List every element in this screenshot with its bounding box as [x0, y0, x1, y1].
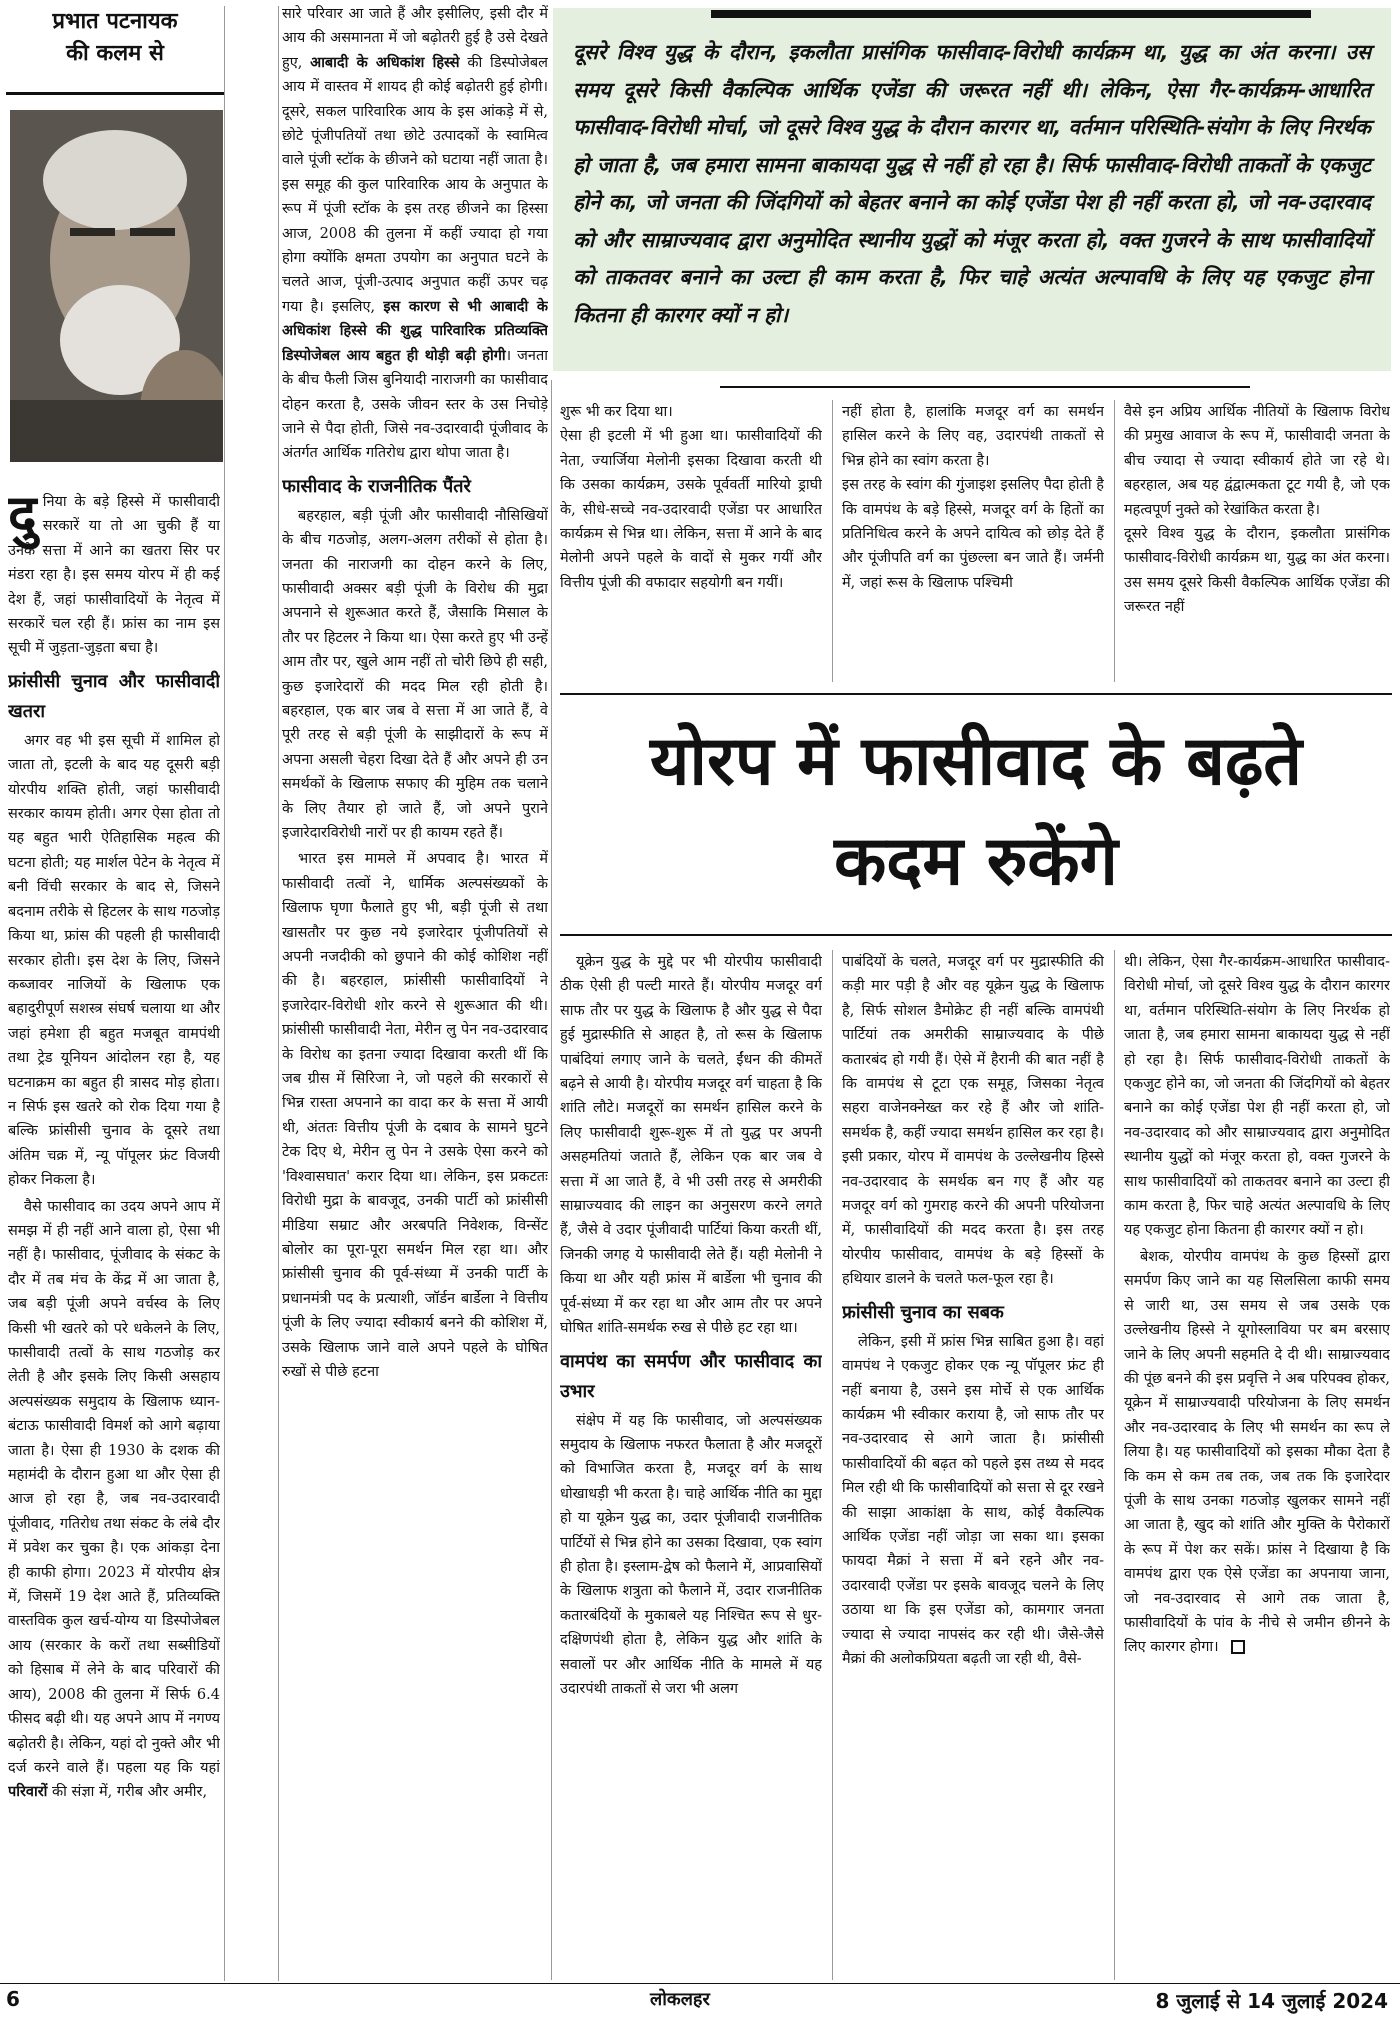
- upper-column-5: वैसे इन अप्रिय आर्थिक नीतियों के खिलाफ विरोध की प्रमुख आवाज के रूप में, फासीवादी जनता के बीच ज्यादा से ज्यादा स्वीकार्य होते जा रहे थे। बहरहाल, अब यह द्वंद्वात्मकता टूट गयी है, जो एक महत्वपूर्ण नुक्ते को रेखांकित करता है। दूसरे विश्व युद्ध के दौरान, इकलौता प्रासंगिक फासीवाद-विरोधी कार्यक्रम था, युद्ध का अंत करना। उस समय दूसरे किसी वैकल्पिक आर्थिक एजेंडा की जरूरत नहीं: [1124, 404, 1390, 616]
- lower-c4-paragraph-2: लेकिन, इसी में फ्रांस भिन्न साबित हुआ है। वहां वामपंथ ने एकजुट होकर एक न्यू पॉपूलर फ्रंट ही नहीं बनाया है, उसने इस मोर्चे से एक आर्थिक कार्यक्रम भी स्वीकार कराया है, जो साफ तौर पर नव-उदारवाद से आगे जाता है। फ्रांसीसी फासीवादियों की बढ़त को पहले इस तथ्य से मदद मिल रही थी कि फासीवादियों को सत्ता से दूर रखने की साझा आकांक्षा के साथ, कोई वैकल्पिक आर्थिक एजेंडा नहीं जोड़ा जा सका था। इसका फायदा मैक्रां ने सत्ता में बने रहने और नव-उदारवादी एजेंडा पर इसके बावजूद चलने के लिए उठाया था कि इस एजेंडा को, कामगार जनता ज्यादा से ज्यादा नापसंद कर रही थी। जैसे-जैसे मैक्रां की अलोकप्रियता बढ़ती जा रही थी, वैसे-: [842, 1333, 1104, 1667]
- lower-c3-paragraph-1: यूक्रेन युद्ध के मुद्दे पर भी योरपीय फासीवादी ठीक ऐसी ही पल्टी मारते हैं। योरपीय मजदूर वर्ग साफ तौर पर युद्ध के खिलाफ है और युद्ध से पैदा हुई मुद्रास्फीति से आहत है, तो रूस के खिलाफ पाबंदियां लगाए जाने के चलते, ईंधन की कीमतें बढ़ने से आयी है। योरपीय मजदूर वर्ग चाहता है कि शांति लौटे। मजदूरों का समर्थन हासिल करने के लिए फासीवादी शुरू-शुरू में तो युद्ध पर अपनी असहमतियां जताते हैं, लेकिन एक बार जब वे सत्ता में आ जाते हैं, वे भी उसी तरह से अमरीकी साम्राज्यवाद की लाइन का अनुसरण करने लगते हैं, जैसे वे उदार पूंजीवादी पार्टियां किया करती थीं, जिनकी जगह ये फासीवादी लेते हैं। यही मेलोनी ने किया था और यही फ्रांस में बार्डेला भी चुनाव की पूर्व-संध्या में कर रहा था और आम तौर पर अपने घोषित शांति-समर्थक रुख से पीछे हट रहा था।: [560, 954, 822, 1337]
- column-divider: [278, 6, 279, 1981]
- lower-column-4: [842, 950, 1104, 1982]
- author-photo: [10, 110, 223, 462]
- lower-c5-paragraph-1: थी। लेकिन, ऐसा गैर-कार्यक्रम-आधारित फासीवाद-विरोधी मोर्चा, जो दूसरे विश्व युद्ध के दौरान कारगर था, वर्तमान परिस्थिति-संयोग के लिए निरर्थक हो जाता है, जब हमारा सामना बाकायदा युद्ध से नहीं हो रहा है। सिर्फ फासीवाद-विरोधी ताकतों के एकजुट होने का, जो जनता की जिंदगियों को बेहतर बनाने का कोई एजेंडा पेश ही नहीं करता हो, जो नव-उदारवाद को और साम्राज्यवाद द्वारा अनुमोदित स्थानीय युद्धों को मंजूर करता हो, वक्त गुजरने के साथ फासीवादियों को ताकतवर बनाने का उल्टा ही काम करता है, फिर चाहे अत्यंत अल्पावधि के लिए यह एकजुट होना कितना ही कारगर क्यों न हो।: [1124, 954, 1390, 1239]
- page-number: 6: [6, 1987, 20, 2011]
- pull-quote-bar: [711, 10, 1311, 18]
- drop-cap: दु: [8, 490, 37, 546]
- col2-bold-a: आबादी के अधिकांश हिस्से: [310, 53, 460, 71]
- author-name-line1: प्रभात पटनायक: [52, 9, 178, 34]
- column-divider: [1114, 950, 1115, 1980]
- col1-paragraph-1: निया के बड़े हिस्से में फासीवादी सरकारें या तो आ चुकी हैं या उनके सत्ता में आने का खतरा सिर पर मंडरा रहा है। इस समय योरप में ही कई देश हैं, जहां फासीवादियों के नेतृत्व में सरकारें चल रही हैं। फ्रांस का नाम इस सूची में जुड़ता-जुड़ता बचा है।: [8, 494, 220, 657]
- headline: [556, 712, 1396, 912]
- pull-quote: [553, 8, 1391, 371]
- col1-paragraph-3: वैसे फासीवाद का उदय अपने आप में समझ में ही नहीं आने वाला हो, ऐसा भी नहीं है। फासीवाद, पूंजीवाद के संकट के दौर में तब मंच के केंद्र में आ जाता है, जब बड़ी पूंजी अपने वर्चस्व के लिए किसी भी खतरे को परे धकेलने के लिए, फासीवादी तत्वों के साथ गठजोड़ कर लेती है और इसके लिए किसी असहाय अल्पसंख्यक समुदाय के खिलाफ ध्यान-बंटाऊ फासीवादी विमर्श को आगे बढ़ाया जाता है। ऐसा ही 1930 के दशक की महामंदी के दौरान हुआ था और ऐसा ही आज हो रहा है, जब नव-उदारवादी पूंजीवाद, गतिरोध तथा संकट के लंबे दौर में प्रवेश कर चुका है। एक आंकड़ा देना ही काफी होगा। 2023 में योरपीय क्षेत्र में, जिसमें 19 देश आते हैं, प्रतिव्यक्ति वास्तविक कुल खर्च-योग्य या डिस्पोजेबल आय (सरकार के करों तथा सब्सीडियों को हिसाब में लेने के बाद परिवारों की आय), 2008 की तुलना में सिर्फ 6.4 फीसद बढ़ी थी। यह अपने आप में नगण्य बढ़ोतरी है। लेकिन, यहां दो नुक्ते और भी दर्ज करने वाले हैं। पहला यह कि यहां: [8, 1198, 220, 1776]
- col2-text-b: की डिस्पोजेबल आय में वास्तव में शायद ही कोई बढ़ोतरी हुई होगी। दूसरे, सकल पारिवारिक आय के इस आंकड़े में से, छोटे पूंजीपतियों तथा छोटे उत्पादकों के स्वामित्व वाले पूंजी स्टॉक के छीजने को घटाया नहीं जाता है। इस समूह की कुल पारिवारिक आय के अनुपात के रूप में पूंजी स्टॉक के इस तरह छीजने का हिस्सा आज, 2008 की तुलना में कहीं ज्यादा हो गया होगा क्योंकि क्षमता उपयोग का अनुपात घटने के चलते आज, पूंजी-उत्पाद अनुपात कहीं ऊपर चढ़ गया है। इसलिए,: [282, 54, 548, 315]
- col1-paragraph-3-end: की संज्ञा में, गरीब और अमीर,: [47, 1784, 208, 1801]
- footer-rule: [0, 1983, 1400, 1984]
- col2-text-a: सारे परिवार आ जाते हैं और इसीलिए, इसी दौर में आय की असमानता में जो बढ़ोतरी हुई है उसे देखते हुए,: [282, 6, 548, 71]
- col2-paragraph-2: बहरहाल, बड़ी पूंजी और फासीवादी नौसिखियों के बीच गठजोड़, अलग-अलग तरीकों से होता है। जनता की नाराजगी का दोहन करने के लिए, फासीवादी अक्सर बड़ी पूंजी के विरोध की मुद्रा अपनाने से शुरूआत करते हैं, जैसाकि मिसाल के तौर पर हिटलर ने किया था। ऐसा करते हुए भी उन्हें आम तौर पर, खुले आम नहीं तो चोरी छिपे ही सही, कुछ इजारेदारों की मदद मिल रही होती है। बहरहाल, एक बार जब वे सत्ता में आ जाते हैं, वे पूरी तरह से बड़ी पूंजी के साझीदारों के रूप में अपना असली चेहरा दिखा देते हैं और अपने ही उन समर्थकों के खिलाफ सफाए की मुहिम तक चलाने के लिए तैयार हो जाते हैं, जो अपने पुराने इजारेदारविरोधी नारों पर ही कायम रहते हैं।: [282, 507, 548, 841]
- headline-line-1: योरप में फासीवाद के बढ़ते: [649, 722, 1303, 801]
- column-divider: [551, 380, 552, 1980]
- end-mark-icon: [1231, 1640, 1245, 1654]
- upper-column-3: शुरू भी कर दिया था। ऐसा ही इटली में भी हुआ था। फासीवादियों की नेता, ज्यार्जिया मेलोनी इसका दिखावा करती थी कि उसका कार्यक्रम, उसके पूर्ववर्ती मारियो ड्राघी के, सीधे-सच्चे नव-उदारवादी एजेंडा पर आधारित कार्यक्रम से भिन्न था। लेकिन, सत्ता में आने के बाद मेलोनी अपने पहले के वादों से मुकर गयीं और वित्तीय पूंजी की वफादार सहयोगी बन गयीं।: [560, 404, 822, 591]
- publication-name: लोकलहर: [650, 1989, 710, 2010]
- author-byline: [6, 6, 224, 70]
- lower-c4-paragraph-1: पाबंदियों के चलते, मजदूर वर्ग पर मुद्रास्फीति की कड़ी मार पड़ी है और वह यूक्रेन युद्ध के खिलाफ है, सिर्फ सोशल डैमोक्रेट ही नहीं बल्कि वामपंथी पार्टियां तक अमरीकी साम्राज्यवाद के पीछे कतारबंद हो गयी हैं। ऐसे में हैरानी की बात नहीं है कि वामपंथ से टूटा एक समूह, जिसका नेतृत्व सहरा वाजेनक्नेख्त कर रहे हैं और जो शांति-समर्थक है, कहीं ज्यादा समर्थन हासिल कर रहा है। इसी प्रकार, योरप में वामपंथ के उल्लेखनीय हिस्से नव-उदारवाद के समर्थक बन गए हैं और यह मजदूर वर्ग को गुमराह करने की अपनी परियोजना में, फासीवादियों की मदद करता है। इस तरह योरपीय फासीवाद, वामपंथ के बड़े हिस्सों के हथियार डालने के चलते फल-फूल रहा है।: [842, 954, 1104, 1288]
- lower-c3-paragraph-2: संक्षेप में यह कि फासीवाद, जो अल्पसंख्यक समुदाय के खिलाफ नफरत फैलाता है और मजदूरों को विभाजित करता है, मजदूर वर्ग के साथ धोखाधड़ी भी करता है। चाहे आर्थिक नीति का मुद्दा हो या यूक्रेन युद्ध का, उदार पूंजीवादी राजनीतिक पार्टियों से भिन्न होने का उसका दिखावा, एक स्वांग ही होता है। इस्लाम-द्वेष को फैलाने में, आप्रवासियों के खिलाफ शत्रुता को फैलाने में, उदार राजनीतिक कतारबंदियों के मुकाबले यह निश्चित रूप से धुर-दक्षिणपंथी होता है, लेकिन युद्ध और शांति के सवालों पर और आर्थिक नीति के मामले में यह उदारपंथी ताकतों से जरा भी अलग: [560, 1412, 822, 1697]
- section-rule: [720, 386, 1250, 388]
- subhead-left-surrender: वामपंथ का समर्पण और फासीवाद का उभार: [560, 1350, 822, 1402]
- col2-text-c: । जनता के बीच फैली जिस बुनियादी नाराजगी का फासीवाद दोहन करता है, उसके जीवन स्तर के उस निचोड़े जाने से पैदा होती, जिसे नव-उदारवादी पूंजीवाद के अंतर्गत आर्थिक गतिरोध द्वारा थोपा जाता है।: [282, 347, 548, 462]
- subhead-french-lesson: फ्रांसीसी चुनाव का सबक: [842, 1301, 1004, 1323]
- column-divider: [1114, 400, 1115, 682]
- author-name: [6, 6, 224, 70]
- author-name-line2: की कलम से: [66, 41, 164, 66]
- lower-c5-paragraph-2: बेशक, योरपीय वामपंथ के कुछ हिस्सों द्वारा समर्पण किए जाने का यह सिलसिला काफी समय से जारी था, उस समय से जब उसके एक उल्लेखनीय हिस्से ने यूगोस्लाविया पर बम बरसाए जाने के लिए अपनी सहमति दे दी थी। साम्राज्यवाद की पूंछ बनने की इस प्रवृत्ति ने अब परिपक्व होकर, यूक्रेन में साम्राज्यवादी परियोजना के लिए समर्थन और नव-उदारवाद के लिए भी समर्थन का रूप ले लिया है। यह फासीवादियों को इसका मौका देता है कि कम से कम तब तक, जब तक कि इजारेदार पूंजी के साथ उनका गठजोड़ खुलकर सामने नहीं आ जाता है, खुद को शांति और मुक्ति के पैरोकारों के रूप में पेश कर सकें। फ्रांस ने दिखाया है कि वामपंथ द्वारा एक ऐसे एजेंडा का अपनाया जाना, जो नव-उदारवाद से आगे तक जाता है, फासीवादियों के पांव के नीचे से जमीन छीनने के लिए कारगर होगा।: [1124, 1248, 1390, 1656]
- column-divider: [832, 400, 833, 682]
- page-footer: [0, 1985, 1400, 2017]
- col2-bold-b: इस कारण से भी आबादी के अधिकांश हिस्से की शुद्ध पारिवारिक प्रतिव्यक्ति डिस्पोजेबल आय बहुत ही थोड़ी बढ़ी होगी: [282, 297, 548, 364]
- subhead-fascist-tactics: फासीवाद के राजनीतिक पैंतरे: [282, 475, 471, 497]
- col1-bold-families: परिवारों: [8, 1783, 48, 1801]
- subhead-french-election: फ्रांसीसी चुनाव और फासीवादी खतरा: [8, 670, 220, 722]
- column-1: [8, 490, 220, 1980]
- lower-column-3: [560, 950, 822, 1982]
- upper-column-4: नहीं होता है, हालांकि मजदूर वर्ग का समर्थन हासिल करने के लिए वह, उदारपंथी ताकतों से भिन्न होने का स्वांग करता है। इस तरह के स्वांग की गुंजाइश इसलिए पैदा होती है कि वामपंथ के बड़े हिस्से, मजदूर वर्ग के हितों का प्रतिनिधित्व करने के अपने दायित्व को छोड़ देते हैं और पूंजीपति वर्ग का पुंछल्ला बन जाते हैं। जर्मनी में, जहां रूस के खिलाफ पश्चिमी: [842, 404, 1104, 591]
- lower-column-5: [1124, 950, 1390, 1982]
- col1-paragraph-2: अगर वह भी इस सूची में शामिल हो जाता तो, इटली के बाद यह दूसरी बड़ी योरपीय शक्ति होती, जहां फासीवादी सरकार कायम होती। अगर ऐसा होता तो यह बहुत भारी ऐतिहासिक महत्व की घटना होती; यह मार्शल पेटेन के नेतृत्व में बनी विंची सरकार के बाद से, जिसने बदनाम तरीके से हिटलर के साथ गठजोड़ किया था, फ्रांस की पहली ही फासीवादी सरकार होती। इस देश के लिए, जिसने कब्जावर नाजियों के खिलाफ एक बहादुरीपूर्ण सशस्त्र संघर्ष चलाया था और जहां हमेशा ही बहुत मजबूत वामपंथी तथा ट्रेड यूनियन आंदोलन रहा है, यह घटनाक्रम का बहुत ही त्रासद मोड़ होता। न सिर्फ इस खतरे को रोक दिया गया है बल्कि फ्रांसीसी चुनाव के दूसरे तथा अंतिम चक्र में, न्यू पॉपूलर फ्रंट विजयी होकर निकला है।: [8, 732, 220, 1189]
- pull-quote-text: दूसरे विश्व युद्ध के दौरान, इकलौता प्रासंगिक फासीवाद-विरोधी कार्यक्रम था, युद्ध का अंत करना। उस समय दूसरे किसी वैकल्पिक आर्थिक एजेंडा की जरूरत नहीं थी। लेकिन, ऐसा गैर-कार्यक्रम-आधारित फासीवाद-विरोधी मोर्चा, जो दूसरे विश्व युद्ध के दौरान कारगर था, वर्तमान परिस्थिति-संयोग के लिए निरर्थक हो जाता है, जब हमारा सामना बाकायदा युद्ध से नहीं हो रहा है। सिर्फ फासीवाद-विरोधी ताकतों के एकजुट होने का, जो जनता की जिंदगियों को बेहतर बनाने का कोई एजेंडा पेश ही नहीं करता हो, जो नव-उदारवाद को और साम्राज्यवाद द्वारा अनुमोदित स्थानीय युद्धों को मंजूर करता हो, वक्त गुजरने के साथ फासीवादियों को ताकतवर बनाने का उल्टा ही काम करता है, फिर चाहे अत्यंत अल्पावधि के लिए यह एकजुट होना कितना ही कारगर क्यों न हो।: [573, 40, 1371, 327]
- column-divider: [832, 950, 833, 1980]
- col2-paragraph-3: भारत इस मामले में अपवाद है। भारत में फासीवादी तत्वों ने, धार्मिक अल्पसंख्यकों के खिलाफ घृणा फैलाते हुए भी, बड़ी पूंजी से तथा खासतौर पर कुछ नये इजारेदार पूंजीपतियों से अपनी नजदीकी को छुपाने की कोई कोशिश नहीं की है। बहरहाल, फ्रांसीसी फासीवादियों ने इजारेदार-विरोधी शोर करने से शुरूआत की थी। फ्रांसीसी फासीवादी नेता, मेरीन लु पेन नव-उदारवाद के विरोध का इतना ज्यादा दिखावा करती थीं कि जब ग्रीस में सिरिजा ने, जो पहले की सरकारों से भिन्न रास्ता अपनाने का वादा कर के सत्ता में आयी थी, अंततः वित्तीय पूंजी के दबाव के सामने घुटने टेक दिए थे, मेरीन लु पेन ने उसके ऐसा करने को 'विश्वासघात' करार दिया था। लेकिन, इस प्रकटतः विरोधी मुद्रा के बावजूद, उनकी पार्टी को फ्रांसीसी मीडिया सम्राट और अरबपति निवेशक, विन्सेंट बोलोर का पूरा-पूरा समर्थन मिल रहा था। और फ्रांसीसी चुनाव की पूर्व-संध्या में उनकी पार्टी के प्रधानमंत्री पद के प्रत्याशी, जॉर्डन बार्डेला ने वित्तीय पूंजी के लिए ज्यादा स्वीकार्य बनने की कोशिश में, उसके खिलाफ जाने वाले अपने पहले के घोषित रुखों से पीछे हटना: [282, 851, 548, 1380]
- headline-bottom-rule: [560, 934, 1392, 936]
- column-divider: [224, 6, 225, 1981]
- byline-rule: [6, 92, 224, 95]
- headline-line-2: कदम रुकेंगे: [834, 822, 1118, 901]
- issue-date: 8 जुलाई से 14 जुलाई 2024: [1155, 1989, 1388, 2013]
- column-2: [282, 2, 548, 1980]
- headline-top-rule: [560, 693, 1392, 695]
